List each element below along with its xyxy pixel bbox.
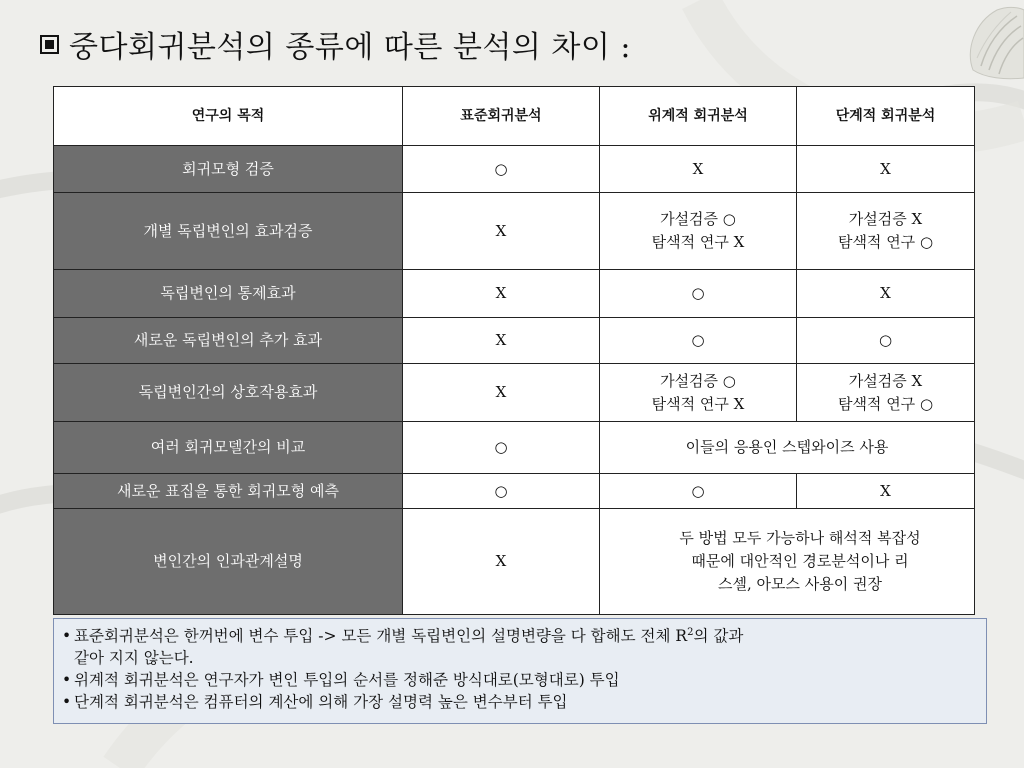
header-hierarchical: 위계적 회귀분석 (600, 87, 797, 146)
row-purpose: 독립변인의 통제효과 (54, 270, 403, 318)
table-row (54, 509, 975, 615)
row-purpose: 새로운 표집을 통한 회귀모형 예측 (54, 474, 403, 509)
cell-line: 탐색적 연구 ○ (837, 233, 934, 251)
cell-line: 탐색적 연구 X (651, 394, 745, 413)
note-item (62, 669, 978, 691)
seashell-icon (955, 0, 1024, 80)
note-text: 표준회귀분석은 한꺼번에 변수 투입 -> 모든 개별 독립변인의 설명변량을 다 합해도 전체 R (74, 627, 688, 645)
row-purpose: 새로운 독립변인의 추가 효과 (54, 318, 403, 364)
cell-line: 두 방법 모두 가능하나 해석적 복잡성 (679, 529, 921, 547)
cell-standard: X (403, 193, 600, 270)
cell-line: 가설검증 X (848, 371, 923, 390)
page-title-text: 중다회귀분석의 종류에 따른 분석의 차이 : (69, 30, 631, 65)
cell-standard: ○ (403, 474, 600, 509)
page-title (40, 22, 631, 66)
table-header-row (54, 87, 975, 146)
table-row (54, 193, 975, 270)
cell-hierarchical: ○ (600, 270, 797, 318)
bullet-icon: • (62, 671, 72, 689)
row-purpose: 개별 독립변인의 효과검증 (54, 193, 403, 270)
cell-stepwise: X (797, 474, 975, 509)
cell-standard: ○ (403, 422, 600, 474)
square-bullet-icon (40, 35, 59, 54)
header-stepwise: 단계적 회귀분석 (797, 87, 975, 146)
table-row (54, 422, 975, 474)
cell-standard: ○ (403, 146, 600, 193)
cell-merged: 이들의 응용인 스텝와이즈 사용 (600, 422, 975, 474)
cell-line: 때문에 대안적인 경로분석이나 리 (691, 552, 909, 570)
row-purpose: 회귀모형 검증 (54, 146, 403, 193)
cell-stepwise (797, 193, 975, 270)
cell-hierarchical (600, 193, 797, 270)
cell-standard: X (403, 509, 600, 615)
header-purpose: 연구의 목적 (54, 87, 403, 146)
bullet-icon: • (62, 693, 72, 711)
cell-hierarchical: X (600, 146, 797, 193)
cell-line: 스셀, 아모스 사용이 권장 (718, 575, 882, 593)
cell-hierarchical: ○ (600, 318, 797, 364)
bullet-icon: • (62, 627, 72, 645)
cell-stepwise: ○ (797, 318, 975, 364)
cell-line: 가설검증 ○ (660, 210, 736, 228)
cell-standard: X (403, 364, 600, 422)
notes-box (53, 618, 987, 724)
table-row (54, 474, 975, 509)
cell-merged (600, 509, 975, 615)
cell-hierarchical (600, 364, 797, 422)
cell-standard: X (403, 318, 600, 364)
cell-stepwise (797, 364, 975, 422)
table-row (54, 318, 975, 364)
cell-line: 탐색적 연구 ○ (837, 394, 934, 413)
table-row (54, 364, 975, 422)
cell-line: 가설검증 X (848, 210, 923, 228)
row-purpose: 독립변인간의 상호작용효과 (54, 364, 403, 422)
note-text: 같아 지지 않는다. (74, 649, 194, 667)
header-standard: 표준회귀분석 (403, 87, 600, 146)
cell-standard: X (403, 270, 600, 318)
note-text: 의 값과 (693, 627, 744, 645)
cell-line: 탐색적 연구 X (651, 233, 745, 251)
row-purpose: 여러 회귀모델간의 비교 (54, 422, 403, 474)
cell-stepwise: X (797, 270, 975, 318)
note-text: 단계적 회귀분석은 컴퓨터의 계산에 의해 가장 설명력 높은 변수부터 투입 (74, 693, 568, 711)
regression-comparison-table (53, 86, 975, 615)
cell-stepwise: X (797, 146, 975, 193)
table-row (54, 146, 975, 193)
cell-hierarchical: ○ (600, 474, 797, 509)
row-purpose: 변인간의 인과관계설명 (54, 509, 403, 615)
table-row (54, 270, 975, 318)
note-item (62, 625, 978, 669)
cell-line: 가설검증 ○ (660, 371, 736, 390)
note-text: 위계적 회귀분석은 연구자가 변인 투입의 순서를 정해준 방식대로(모형대로) 투입 (74, 671, 620, 689)
superscript: 2 (687, 626, 694, 638)
note-item (62, 691, 978, 713)
